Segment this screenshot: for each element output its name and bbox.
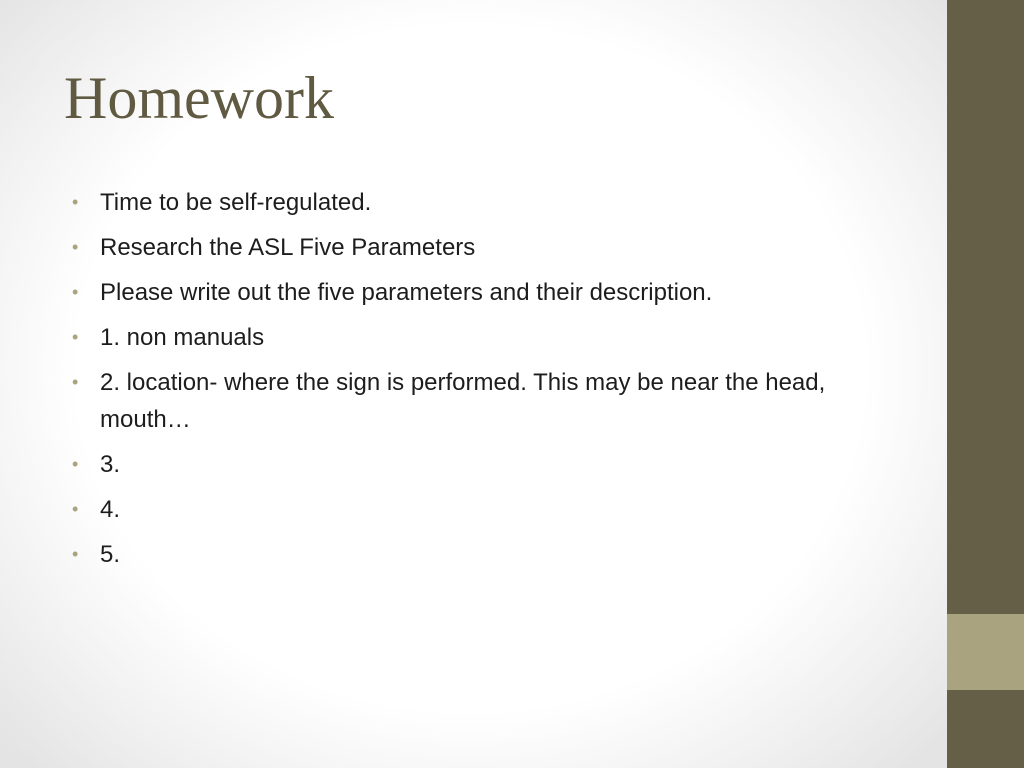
- bullet-item: [72, 274, 912, 311]
- bullet-item: [72, 446, 912, 483]
- bullet-dot-icon: •: [72, 544, 79, 564]
- bullet-dot-icon: •: [72, 237, 79, 257]
- bullet-text: 2. location- where the sign is performed. This may be near the head, mouth…: [100, 369, 826, 433]
- bullet-list: [72, 184, 912, 581]
- bullet-text: Research the ASL Five Parameters: [100, 234, 476, 261]
- bullet-dot-icon: •: [72, 192, 79, 212]
- side-accent-decoration: [947, 614, 1024, 690]
- bullet-text: 5.: [100, 541, 121, 568]
- bullet-text: 1. non manuals: [100, 324, 265, 351]
- bullet-text: 4.: [100, 496, 121, 523]
- bullet-dot-icon: •: [72, 499, 79, 519]
- bullet-dot-icon: •: [72, 454, 79, 474]
- bullet-dot-icon: •: [72, 282, 79, 302]
- bullet-dot-icon: •: [72, 372, 79, 392]
- slide-title: Homework: [64, 65, 334, 131]
- bullet-item: [72, 364, 912, 438]
- bullet-text: Please write out the five parameters and their description.: [100, 279, 713, 306]
- bullet-item: [72, 229, 912, 266]
- bullet-item: [72, 491, 912, 528]
- bullet-item: [72, 536, 912, 573]
- bullet-dot-icon: •: [72, 327, 79, 347]
- bullet-text: Time to be self-regulated.: [100, 189, 372, 216]
- bullet-item: [72, 319, 912, 356]
- bullet-item: [72, 184, 912, 221]
- bullet-text: 3.: [100, 451, 121, 478]
